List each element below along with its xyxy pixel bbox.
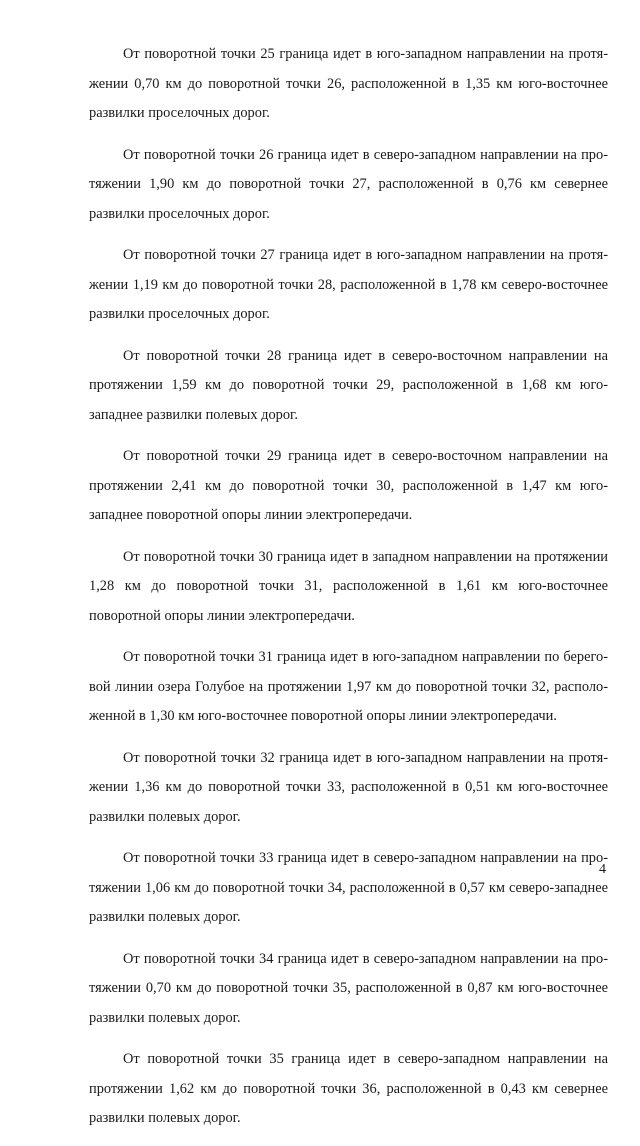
paragraph-point-32: От поворотной точки 32 граница идет в юго-западном направлении на протяжении 1,36 км до поворотной точки 33, расположенной в 0,51 км юго-восточнее развилки полевых дорог. (89, 749, 608, 825)
paragraph-point-25: От поворотной точки 25 граница идет в юго-западном направлении на протяжении 0,70 км до поворотной точки 26, расположенной в 1,35 км юго-восточнее развилки проселочных дорог. (89, 46, 608, 121)
paragraph-point-33: От поворотной точки 33 граница идет в северо-западном направлении на протяжении 1,06 км до поворотной точки 34, расположенной в 0,57 км северо-западнее развилки полевых дорог. (89, 850, 608, 925)
document-body (89, 40, 608, 1146)
paragraph-point-26: От поворотной точки 26 граница идет в северо-западном направлении на протяжении 1,90 км до поворотной точки 27, расположенной в 0,76 км севернее развилки проселочных дорог. (89, 146, 608, 222)
paragraph-point-30: От поворотной точки 30 граница идет в западном направлении на протяжении 1,28 км до поворотной точки 31, расположенной в 1,61 км юго-восточнее поворотной опоры линии электропередачи. (89, 548, 608, 624)
paragraph-point-29: От поворотной точки 29 граница идет в северо-восточном направлении на протяжении 2,41 км до поворотной точки 30, расположенной в 1,47 км юго-западнее поворотной опоры линии электропередачи. (89, 448, 608, 523)
paragraph-point-31: От поворотной точки 31 граница идет в юго-западном направлении по береговой линии озера Голубое на протяжении 1,97 км до поворотной точки 32, расположенной в 1,30 км юго-восточнее поворотной опоры линии электропередачи. (89, 649, 608, 724)
paragraph-point-28: От поворотной точки 28 граница идет в северо-восточном направлении на протяжении 1,59 км до поворотной точки 29, расположенной в 1,68 км юго-западнее развилки полевых дорог. (89, 347, 608, 423)
paragraph-point-35: От поворотной точки 35 граница идет в северо-западном направлении на протяжении 1,62 км до поворотной точки 36, расположенной в 0,43 км севернее развилки полевых дорог. (89, 1051, 608, 1126)
paragraph-point-34: От поворотной точки 34 граница идет в северо-западном направлении на протяжении 0,70 км до поворотной точки 35, расположенной в 0,87 км юго-восточнее развилки полевых дорог. (89, 950, 608, 1026)
paragraph-point-27: От поворотной точки 27 граница идет в юго-западном направлении на протяжении 1,19 км до поворотной точки 28, расположенной в 1,78 км северо-восточнее развилки проселочных дорог. (89, 247, 608, 322)
page-number: 4 (599, 862, 606, 877)
